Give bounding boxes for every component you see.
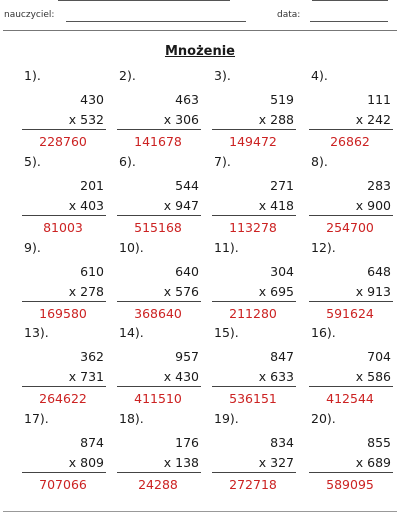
product-result: 228760 xyxy=(39,134,87,149)
product-result: 81003 xyxy=(43,220,83,235)
second-factor: x 532 xyxy=(68,112,104,127)
problem-1 xyxy=(20,68,110,160)
multiplication-rule xyxy=(309,386,393,387)
problem-number: 11). xyxy=(214,240,239,255)
product-result: 149472 xyxy=(229,134,277,149)
problem-6 xyxy=(115,154,205,246)
first-factor: 111 xyxy=(367,92,391,107)
problem-number: 14). xyxy=(119,325,144,340)
teacher-field-line[interactable] xyxy=(66,21,246,22)
problem-number: 20). xyxy=(311,411,336,426)
first-factor: 201 xyxy=(80,178,104,193)
problem-number: 13). xyxy=(24,325,49,340)
second-factor: x 633 xyxy=(258,369,294,384)
multiplication-rule xyxy=(117,472,201,473)
multiplication-rule xyxy=(22,301,106,302)
top-line-left xyxy=(58,0,230,1)
teacher-label: nauczyciel: xyxy=(4,10,55,20)
multiplication-rule xyxy=(309,301,393,302)
product-result: 26862 xyxy=(330,134,370,149)
product-result: 368640 xyxy=(134,306,182,321)
first-factor: 430 xyxy=(80,92,104,107)
header-divider xyxy=(3,30,397,31)
problem-13 xyxy=(20,325,110,417)
multiplication-rule xyxy=(309,215,393,216)
product-result: 589095 xyxy=(326,477,374,492)
footer-divider xyxy=(3,511,397,512)
first-factor: 271 xyxy=(270,178,294,193)
multiplication-rule xyxy=(212,472,296,473)
multiplication-rule xyxy=(117,301,201,302)
first-factor: 874 xyxy=(80,435,104,450)
problem-9 xyxy=(20,240,110,332)
first-factor: 704 xyxy=(367,349,391,364)
multiplication-rule xyxy=(117,215,201,216)
multiplication-rule xyxy=(22,129,106,130)
product-result: 707066 xyxy=(39,477,87,492)
product-result: 254700 xyxy=(326,220,374,235)
problem-2 xyxy=(115,68,205,160)
multiplication-rule xyxy=(309,129,393,130)
problem-number: 17). xyxy=(24,411,49,426)
problem-number: 7). xyxy=(214,154,231,169)
problem-number: 10). xyxy=(119,240,144,255)
problem-7 xyxy=(210,154,300,246)
first-factor: 855 xyxy=(367,435,391,450)
problem-18 xyxy=(115,411,205,503)
first-factor: 648 xyxy=(367,264,391,279)
second-factor: x 809 xyxy=(68,455,104,470)
product-result: 211280 xyxy=(229,306,277,321)
product-result: 412544 xyxy=(326,391,374,406)
problem-number: 18). xyxy=(119,411,144,426)
date-field-line[interactable] xyxy=(310,21,388,22)
product-result: 169580 xyxy=(39,306,87,321)
second-factor: x 913 xyxy=(355,284,391,299)
problem-number: 16). xyxy=(311,325,336,340)
problem-number: 1). xyxy=(24,68,41,83)
product-result: 411510 xyxy=(134,391,182,406)
second-factor: x 695 xyxy=(258,284,294,299)
first-factor: 283 xyxy=(367,178,391,193)
first-factor: 847 xyxy=(270,349,294,364)
problem-5 xyxy=(20,154,110,246)
second-factor: x 731 xyxy=(68,369,104,384)
first-factor: 834 xyxy=(270,435,294,450)
problem-number: 9). xyxy=(24,240,41,255)
problem-3 xyxy=(210,68,300,160)
second-factor: x 242 xyxy=(355,112,391,127)
problem-number: 8). xyxy=(311,154,328,169)
problem-12 xyxy=(307,240,397,332)
product-result: 272718 xyxy=(229,477,277,492)
problem-number: 5). xyxy=(24,154,41,169)
problem-19 xyxy=(210,411,300,503)
multiplication-rule xyxy=(212,129,296,130)
problem-number: 19). xyxy=(214,411,239,426)
second-factor: x 586 xyxy=(355,369,391,384)
problem-20 xyxy=(307,411,397,503)
problem-number: 15). xyxy=(214,325,239,340)
problem-15 xyxy=(210,325,300,417)
product-result: 536151 xyxy=(229,391,277,406)
second-factor: x 418 xyxy=(258,198,294,213)
product-result: 515168 xyxy=(134,220,182,235)
problem-number: 3). xyxy=(214,68,231,83)
first-factor: 544 xyxy=(175,178,199,193)
multiplication-rule xyxy=(117,386,201,387)
multiplication-rule xyxy=(309,472,393,473)
product-result: 591624 xyxy=(326,306,374,321)
second-factor: x 947 xyxy=(163,198,199,213)
multiplication-rule xyxy=(22,215,106,216)
worksheet-header xyxy=(0,8,400,28)
first-factor: 519 xyxy=(270,92,294,107)
second-factor: x 689 xyxy=(355,455,391,470)
first-factor: 957 xyxy=(175,349,199,364)
second-factor: x 288 xyxy=(258,112,294,127)
second-factor: x 306 xyxy=(163,112,199,127)
first-factor: 176 xyxy=(175,435,199,450)
first-factor: 463 xyxy=(175,92,199,107)
second-factor: x 327 xyxy=(258,455,294,470)
multiplication-rule xyxy=(212,215,296,216)
product-result: 141678 xyxy=(134,134,182,149)
problem-14 xyxy=(115,325,205,417)
multiplication-rule xyxy=(117,129,201,130)
product-result: 264622 xyxy=(39,391,87,406)
multiplication-rule xyxy=(22,386,106,387)
second-factor: x 403 xyxy=(68,198,104,213)
problem-11 xyxy=(210,240,300,332)
problem-10 xyxy=(115,240,205,332)
first-factor: 610 xyxy=(80,264,104,279)
problem-number: 12). xyxy=(311,240,336,255)
date-label: data: xyxy=(277,10,301,20)
product-result: 113278 xyxy=(229,220,277,235)
problem-4 xyxy=(307,68,397,160)
problem-8 xyxy=(307,154,397,246)
problem-number: 4). xyxy=(311,68,328,83)
first-factor: 304 xyxy=(270,264,294,279)
problem-number: 6). xyxy=(119,154,136,169)
multiplication-rule xyxy=(22,472,106,473)
problem-number: 2). xyxy=(119,68,136,83)
problem-16 xyxy=(307,325,397,417)
second-factor: x 278 xyxy=(68,284,104,299)
second-factor: x 900 xyxy=(355,198,391,213)
multiplication-rule xyxy=(212,301,296,302)
second-factor: x 138 xyxy=(163,455,199,470)
page-title: Mnożenie xyxy=(164,44,236,59)
problem-17 xyxy=(20,411,110,503)
first-factor: 362 xyxy=(80,349,104,364)
first-factor: 640 xyxy=(175,264,199,279)
product-result: 24288 xyxy=(138,477,178,492)
multiplication-rule xyxy=(212,386,296,387)
second-factor: x 430 xyxy=(163,369,199,384)
top-line-right xyxy=(312,0,388,1)
second-factor: x 576 xyxy=(163,284,199,299)
